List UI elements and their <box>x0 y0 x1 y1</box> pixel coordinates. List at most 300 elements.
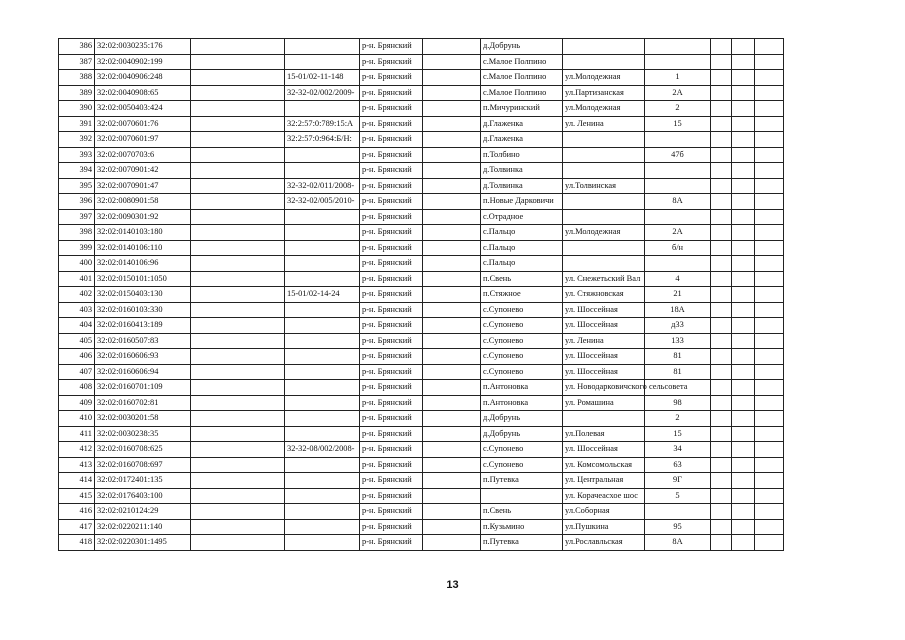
district-cell: р-н. Брянский <box>360 39 423 55</box>
locality-cell: д.Добрунь <box>481 426 563 442</box>
empty-cell <box>732 178 755 194</box>
house-number-cell: 2 <box>645 101 711 117</box>
registration-number-cell: 32:2:57:0:964:Б/Н: <box>285 132 360 148</box>
empty-cell <box>423 147 481 163</box>
row-number-cell: 405 <box>59 333 95 349</box>
table-row <box>59 39 784 55</box>
empty-cell <box>732 132 755 148</box>
district-cell: р-н. Брянский <box>360 116 423 132</box>
empty-cell <box>732 380 755 396</box>
empty-cell <box>423 488 481 504</box>
table-row <box>59 240 784 256</box>
table-row <box>59 535 784 551</box>
empty-cell <box>191 240 285 256</box>
empty-cell <box>423 70 481 86</box>
street-cell: ул. Шоссейная <box>563 442 645 458</box>
street-cell <box>563 147 645 163</box>
row-number-cell: 416 <box>59 504 95 520</box>
empty-cell <box>732 240 755 256</box>
empty-cell <box>711 54 732 70</box>
empty-cell <box>732 256 755 272</box>
locality-cell: с.Супонево <box>481 442 563 458</box>
locality-cell: с.Супонево <box>481 318 563 334</box>
empty-cell <box>711 116 732 132</box>
district-cell: р-н. Брянский <box>360 457 423 473</box>
locality-cell: п.Кузьмино <box>481 519 563 535</box>
empty-cell <box>755 163 784 179</box>
row-number-cell: 386 <box>59 39 95 55</box>
locality-cell: с.Пальцо <box>481 240 563 256</box>
empty-cell <box>423 54 481 70</box>
empty-cell <box>191 178 285 194</box>
empty-cell <box>732 473 755 489</box>
street-cell: ул. Снежетьский Вал <box>563 271 645 287</box>
house-number-cell: 2 <box>645 411 711 427</box>
registration-number-cell <box>285 349 360 365</box>
cadastral-number-cell: 32:02:0160708:697 <box>95 457 191 473</box>
street-cell: ул. Шоссейная <box>563 302 645 318</box>
row-number-cell: 397 <box>59 209 95 225</box>
house-number-cell: 8А <box>645 535 711 551</box>
cadastral-number-cell: 32:02:0160413:189 <box>95 318 191 334</box>
empty-cell <box>732 426 755 442</box>
property-register-table <box>58 38 784 551</box>
empty-cell <box>755 271 784 287</box>
empty-cell <box>732 395 755 411</box>
street-cell <box>563 163 645 179</box>
empty-cell <box>191 504 285 520</box>
table-row <box>59 364 784 380</box>
registration-number-cell <box>285 411 360 427</box>
row-number-cell: 398 <box>59 225 95 241</box>
empty-cell <box>732 147 755 163</box>
empty-cell <box>755 85 784 101</box>
empty-cell <box>755 349 784 365</box>
empty-cell <box>755 178 784 194</box>
table-row <box>59 132 784 148</box>
row-number-cell: 395 <box>59 178 95 194</box>
registration-number-cell <box>285 209 360 225</box>
street-cell: ул.Молодежная <box>563 101 645 117</box>
table-row <box>59 426 784 442</box>
empty-cell <box>732 442 755 458</box>
table-row <box>59 54 784 70</box>
table-row <box>59 380 784 396</box>
table-body <box>59 39 784 551</box>
street-cell: ул. Стяжновская <box>563 287 645 303</box>
cadastral-number-cell: 32:02:0140103:180 <box>95 225 191 241</box>
registration-number-cell: 32:2:57:0:789:15:А <box>285 116 360 132</box>
empty-cell <box>423 395 481 411</box>
street-cell: ул. Шоссейная <box>563 318 645 334</box>
empty-cell <box>711 411 732 427</box>
registration-number-cell <box>285 256 360 272</box>
district-cell: р-н. Брянский <box>360 519 423 535</box>
empty-cell <box>711 380 732 396</box>
empty-cell <box>755 209 784 225</box>
cadastral-number-cell: 32:02:0140106:110 <box>95 240 191 256</box>
empty-cell <box>711 395 732 411</box>
district-cell: р-н. Брянский <box>360 411 423 427</box>
cadastral-number-cell: 32:02:0070901:42 <box>95 163 191 179</box>
cadastral-number-cell: 32:02:0040908:65 <box>95 85 191 101</box>
empty-cell <box>423 302 481 318</box>
house-number-cell: 81 <box>645 364 711 380</box>
cadastral-number-cell: 32:02:0160701:109 <box>95 380 191 396</box>
row-number-cell: 417 <box>59 519 95 535</box>
empty-cell <box>755 70 784 86</box>
locality-cell: с.Малое Полпино <box>481 70 563 86</box>
cadastral-number-cell: 32:02:0030238:35 <box>95 426 191 442</box>
locality-cell: с.Супонево <box>481 364 563 380</box>
row-number-cell: 411 <box>59 426 95 442</box>
empty-cell <box>191 132 285 148</box>
registration-number-cell <box>285 240 360 256</box>
street-cell: ул. Ромашина <box>563 395 645 411</box>
empty-cell <box>755 240 784 256</box>
house-number-cell: 34 <box>645 442 711 458</box>
table-row <box>59 225 784 241</box>
empty-cell <box>732 225 755 241</box>
locality-cell: с.Супонево <box>481 333 563 349</box>
empty-cell <box>732 101 755 117</box>
empty-cell <box>755 101 784 117</box>
empty-cell <box>755 519 784 535</box>
district-cell: р-н. Брянский <box>360 380 423 396</box>
locality-cell: п.Свень <box>481 271 563 287</box>
empty-cell <box>732 411 755 427</box>
locality-cell: с.Супонево <box>481 349 563 365</box>
house-number-cell <box>645 178 711 194</box>
cadastral-number-cell: 32:02:0040906:248 <box>95 70 191 86</box>
district-cell: р-н. Брянский <box>360 426 423 442</box>
empty-cell <box>423 349 481 365</box>
table-row <box>59 395 784 411</box>
empty-cell <box>732 85 755 101</box>
empty-cell <box>732 488 755 504</box>
locality-cell: д.Добрунь <box>481 411 563 427</box>
empty-cell <box>732 349 755 365</box>
empty-cell <box>191 395 285 411</box>
empty-cell <box>732 318 755 334</box>
empty-cell <box>732 287 755 303</box>
empty-cell <box>423 132 481 148</box>
street-cell: ул. Ленина <box>563 333 645 349</box>
table-row <box>59 178 784 194</box>
empty-cell <box>755 473 784 489</box>
registration-number-cell <box>285 364 360 380</box>
house-number-cell: 18А <box>645 302 711 318</box>
empty-cell <box>191 364 285 380</box>
registration-number-cell <box>285 426 360 442</box>
cadastral-number-cell: 32:02:0140106:96 <box>95 256 191 272</box>
registration-number-cell: 32-32-02/011/2008- <box>285 178 360 194</box>
row-number-cell: 418 <box>59 535 95 551</box>
table-row <box>59 411 784 427</box>
district-cell: р-н. Брянский <box>360 256 423 272</box>
street-cell <box>563 209 645 225</box>
street-cell: ул.Молодежная <box>563 225 645 241</box>
empty-cell <box>191 333 285 349</box>
registration-number-cell <box>285 519 360 535</box>
district-cell: р-н. Брянский <box>360 287 423 303</box>
house-number-cell <box>645 39 711 55</box>
registration-number-cell <box>285 101 360 117</box>
empty-cell <box>423 380 481 396</box>
house-number-cell: 9Г <box>645 473 711 489</box>
row-number-cell: 410 <box>59 411 95 427</box>
empty-cell <box>191 101 285 117</box>
empty-cell <box>711 302 732 318</box>
district-cell: р-н. Брянский <box>360 85 423 101</box>
empty-cell <box>191 519 285 535</box>
cadastral-number-cell: 32:02:0220301:1495 <box>95 535 191 551</box>
registration-number-cell <box>285 333 360 349</box>
empty-cell <box>711 287 732 303</box>
empty-cell <box>732 302 755 318</box>
empty-cell <box>732 519 755 535</box>
locality-cell: д.Глаженка <box>481 132 563 148</box>
table-row <box>59 256 784 272</box>
empty-cell <box>755 194 784 210</box>
empty-cell <box>732 271 755 287</box>
empty-cell <box>755 116 784 132</box>
empty-cell <box>191 473 285 489</box>
empty-cell <box>423 209 481 225</box>
row-number-cell: 393 <box>59 147 95 163</box>
district-cell: р-н. Брянский <box>360 209 423 225</box>
street-cell: ул. Шоссейная <box>563 349 645 365</box>
empty-cell <box>191 411 285 427</box>
empty-cell <box>711 225 732 241</box>
empty-cell <box>423 116 481 132</box>
cadastral-number-cell: 32:02:0030201:58 <box>95 411 191 427</box>
empty-cell <box>423 256 481 272</box>
locality-cell <box>481 488 563 504</box>
empty-cell <box>423 225 481 241</box>
house-number-cell: 8А <box>645 194 711 210</box>
registration-number-cell <box>285 225 360 241</box>
registration-number-cell <box>285 302 360 318</box>
district-cell: р-н. Брянский <box>360 302 423 318</box>
cadastral-number-cell: 32:02:0150101:1050 <box>95 271 191 287</box>
table-row <box>59 209 784 225</box>
house-number-cell <box>645 132 711 148</box>
empty-cell <box>755 426 784 442</box>
table-row <box>59 302 784 318</box>
empty-cell <box>711 271 732 287</box>
district-cell: р-н. Брянский <box>360 473 423 489</box>
empty-cell <box>755 364 784 380</box>
cadastral-number-cell: 32:02:0160708:625 <box>95 442 191 458</box>
empty-cell <box>711 70 732 86</box>
table-row <box>59 349 784 365</box>
street-cell <box>563 194 645 210</box>
row-number-cell: 401 <box>59 271 95 287</box>
table-row <box>59 488 784 504</box>
registration-number-cell: 15-01/02-14-24 <box>285 287 360 303</box>
cadastral-number-cell: 32:02:0040902:199 <box>95 54 191 70</box>
registration-number-cell: 32-32-08/002/2008- <box>285 442 360 458</box>
empty-cell <box>711 240 732 256</box>
empty-cell <box>711 333 732 349</box>
district-cell: р-н. Брянский <box>360 147 423 163</box>
row-number-cell: 396 <box>59 194 95 210</box>
empty-cell <box>191 209 285 225</box>
district-cell: р-н. Брянский <box>360 70 423 86</box>
registration-number-cell <box>285 163 360 179</box>
empty-cell <box>711 209 732 225</box>
locality-cell: п.Новые Дарковичи <box>481 194 563 210</box>
locality-cell: п.Стяжное <box>481 287 563 303</box>
street-cell: ул.Толвинская <box>563 178 645 194</box>
table-row <box>59 473 784 489</box>
empty-cell <box>423 271 481 287</box>
empty-cell <box>191 163 285 179</box>
registration-number-cell <box>285 535 360 551</box>
locality-cell: п.Путевка <box>481 535 563 551</box>
table-row <box>59 457 784 473</box>
registration-number-cell <box>285 39 360 55</box>
district-cell: р-н. Брянский <box>360 535 423 551</box>
empty-cell <box>191 349 285 365</box>
locality-cell: с.Супонево <box>481 302 563 318</box>
house-number-cell: 15 <box>645 116 711 132</box>
district-cell: р-н. Брянский <box>360 225 423 241</box>
district-cell: р-н. Брянский <box>360 318 423 334</box>
registration-number-cell <box>285 54 360 70</box>
house-number-cell: 5 <box>645 488 711 504</box>
empty-cell <box>755 256 784 272</box>
table-row <box>59 70 784 86</box>
registration-number-cell <box>285 380 360 396</box>
empty-cell <box>191 194 285 210</box>
empty-cell <box>191 488 285 504</box>
empty-cell <box>191 380 285 396</box>
table-row <box>59 271 784 287</box>
house-number-cell: 47б <box>645 147 711 163</box>
house-number-cell: д33 <box>645 318 711 334</box>
row-number-cell: 407 <box>59 364 95 380</box>
district-cell: р-н. Брянский <box>360 364 423 380</box>
house-number-cell: 98 <box>645 395 711 411</box>
registration-number-cell <box>285 318 360 334</box>
cadastral-number-cell: 32:02:0070703:6 <box>95 147 191 163</box>
empty-cell <box>423 473 481 489</box>
empty-cell <box>711 519 732 535</box>
cadastral-number-cell: 32:02:0160507:83 <box>95 333 191 349</box>
empty-cell <box>423 519 481 535</box>
empty-cell <box>755 457 784 473</box>
registration-number-cell <box>285 504 360 520</box>
house-number-cell <box>645 163 711 179</box>
empty-cell <box>711 442 732 458</box>
street-cell <box>563 411 645 427</box>
house-number-cell: 4 <box>645 271 711 287</box>
house-number-cell <box>645 209 711 225</box>
registration-number-cell: 32-32-02/005/2010- <box>285 194 360 210</box>
empty-cell <box>711 473 732 489</box>
empty-cell <box>732 116 755 132</box>
empty-cell <box>711 101 732 117</box>
row-number-cell: 412 <box>59 442 95 458</box>
empty-cell <box>711 132 732 148</box>
empty-cell <box>732 54 755 70</box>
row-number-cell: 408 <box>59 380 95 396</box>
registration-number-cell <box>285 395 360 411</box>
house-number-cell: 81 <box>645 349 711 365</box>
street-cell: ул.Полевая <box>563 426 645 442</box>
empty-cell <box>711 147 732 163</box>
table-row <box>59 287 784 303</box>
locality-cell: с.Малое Полпино <box>481 85 563 101</box>
locality-cell: с.Супонево <box>481 457 563 473</box>
empty-cell <box>711 256 732 272</box>
street-cell <box>563 39 645 55</box>
district-cell: р-н. Брянский <box>360 395 423 411</box>
registration-number-cell <box>285 147 360 163</box>
locality-cell: с.Малое Полпино <box>481 54 563 70</box>
empty-cell <box>423 240 481 256</box>
empty-cell <box>191 116 285 132</box>
empty-cell <box>711 163 732 179</box>
empty-cell <box>755 287 784 303</box>
row-number-cell: 399 <box>59 240 95 256</box>
empty-cell <box>423 442 481 458</box>
district-cell: р-н. Брянский <box>360 240 423 256</box>
empty-cell <box>732 504 755 520</box>
empty-cell <box>711 504 732 520</box>
house-number-cell: 21 <box>645 287 711 303</box>
table-row <box>59 101 784 117</box>
cadastral-number-cell: 32:02:0160103:330 <box>95 302 191 318</box>
empty-cell <box>191 70 285 86</box>
street-cell: ул.Партизанская <box>563 85 645 101</box>
cadastral-number-cell: 32:02:0030235:176 <box>95 39 191 55</box>
locality-cell: д.Добрунь <box>481 39 563 55</box>
empty-cell <box>423 194 481 210</box>
empty-cell <box>191 535 285 551</box>
locality-cell: п.Свень <box>481 504 563 520</box>
empty-cell <box>732 209 755 225</box>
locality-cell: с.Пальцо <box>481 225 563 241</box>
cadastral-number-cell: 32:02:0070901:47 <box>95 178 191 194</box>
empty-cell <box>755 380 784 396</box>
row-number-cell: 404 <box>59 318 95 334</box>
empty-cell <box>191 147 285 163</box>
house-number-cell <box>645 54 711 70</box>
empty-cell <box>732 194 755 210</box>
district-cell: р-н. Брянский <box>360 504 423 520</box>
empty-cell <box>423 178 481 194</box>
street-cell: ул. Центральная <box>563 473 645 489</box>
district-cell: р-н. Брянский <box>360 442 423 458</box>
locality-cell: п.Путевка <box>481 473 563 489</box>
empty-cell <box>755 395 784 411</box>
house-number-cell: 1 <box>645 70 711 86</box>
street-cell <box>563 54 645 70</box>
empty-cell <box>711 426 732 442</box>
page-number: 13 <box>446 579 459 591</box>
house-number-cell: 95 <box>645 519 711 535</box>
street-cell: ул. Шоссейная <box>563 364 645 380</box>
empty-cell <box>755 504 784 520</box>
empty-cell <box>711 364 732 380</box>
table-row <box>59 519 784 535</box>
house-number-cell: 63 <box>645 457 711 473</box>
empty-cell <box>423 39 481 55</box>
empty-cell <box>191 256 285 272</box>
